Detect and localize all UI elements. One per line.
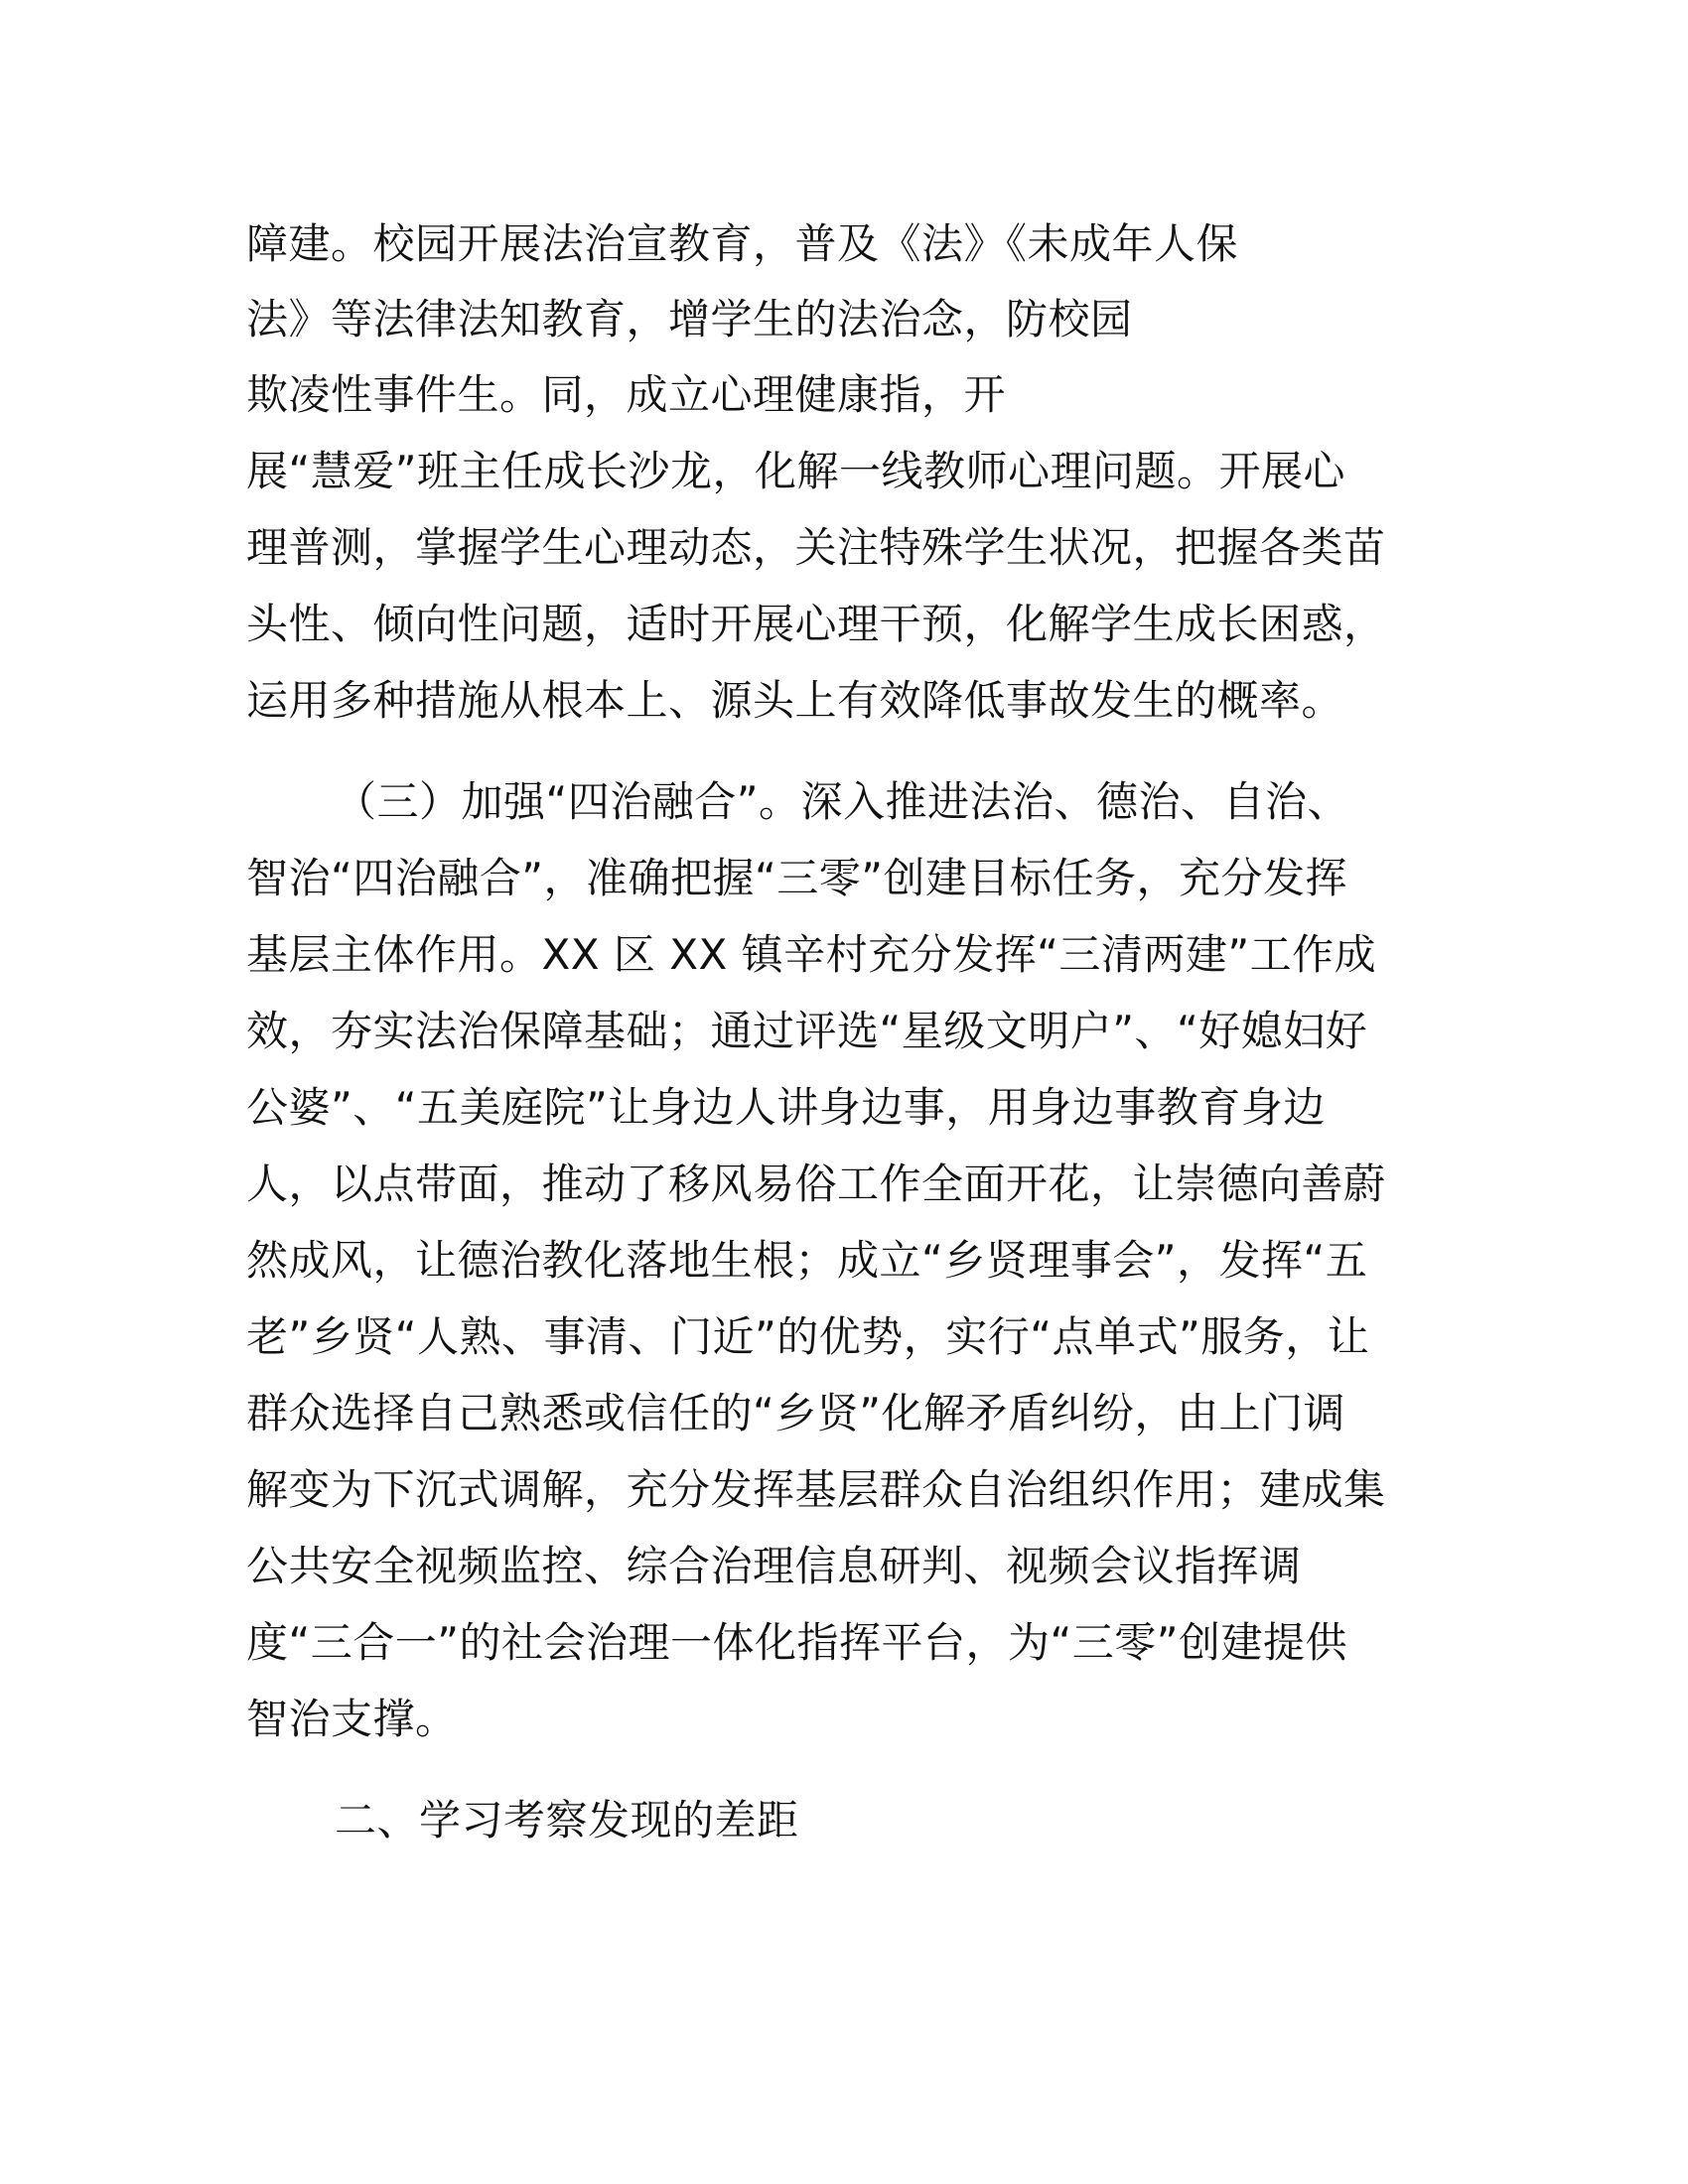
- paragraph-line: 运用多种措施从根本上、源头上有效降低事故发生的概率。: [246, 676, 1344, 725]
- paragraph-line: 基层主体作用。XX 区 XX 镇辛村充分发挥“三清两建”工作成: [246, 930, 1377, 979]
- paragraph-line: 智治“四治融合”，准确把握“三零”创建目标任务，充分发挥: [246, 854, 1348, 902]
- paragraph-line: 效，夯实法治保障基础；通过评选“星级文明户”、“好媳妇好: [246, 1007, 1368, 1055]
- paragraph-line: 人，以点带面，推动了移风易俗工作全面开花，让崇德向善蔚: [246, 1160, 1386, 1208]
- paragraph-line: 理普测，掌握学生心理动态，关注特殊学生状况，把握各类苗: [246, 523, 1386, 572]
- paragraph-line: 公共安全视频监控、综合治理信息研判、视频会议指挥调: [246, 1542, 1302, 1590]
- paragraph-first-line: （三）加强“四治融合”。深入推进法治、德治、自治、: [335, 777, 1350, 826]
- section-heading: 二、学习考察发现的差距: [335, 1796, 799, 1844]
- paragraph-line: 欺凌性事件生。同，成立心理健康指，开: [246, 370, 1007, 419]
- paragraph-line: 度“三合一”的社会治理一体化指挥平台，为“三零”创建提供: [246, 1618, 1348, 1667]
- paragraph-line: 然成风，让德治教化落地生根；成立“乡贤理事会”，发挥“五: [246, 1236, 1368, 1285]
- paragraph-line: 群众选择自己熟悉或信任的“乡贤”化解矛盾纠纷，由上门调: [246, 1389, 1346, 1437]
- paragraph-line: 障建。校园开展法治宣教育，普及《法》《未成年人保: [246, 219, 1239, 268]
- paragraph-line: 展“慧爱”班主任成长沙龙，化解一线教师心理问题。开展心: [246, 447, 1346, 495]
- paragraph-line: 法》等法律法知教育，增学生的法治念，防校园: [246, 295, 1133, 343]
- paragraph-line: 头性、倾向性问题，适时开展心理干预，化解学生成长困惑，: [246, 600, 1386, 648]
- paragraph-line: 智治支撑。: [246, 1695, 458, 1743]
- paragraph-line: 公婆”、“五美庭院”让身边人讲身边事，用身边事教育身边: [246, 1083, 1326, 1132]
- paragraph-line: 老”乡贤“人熟、事清、门近”的优势，实行“点单式”服务，让: [246, 1312, 1370, 1361]
- paragraph-line: 解变为下沉式调解，充分发挥基层群众自治组织作用；建成集: [246, 1465, 1386, 1514]
